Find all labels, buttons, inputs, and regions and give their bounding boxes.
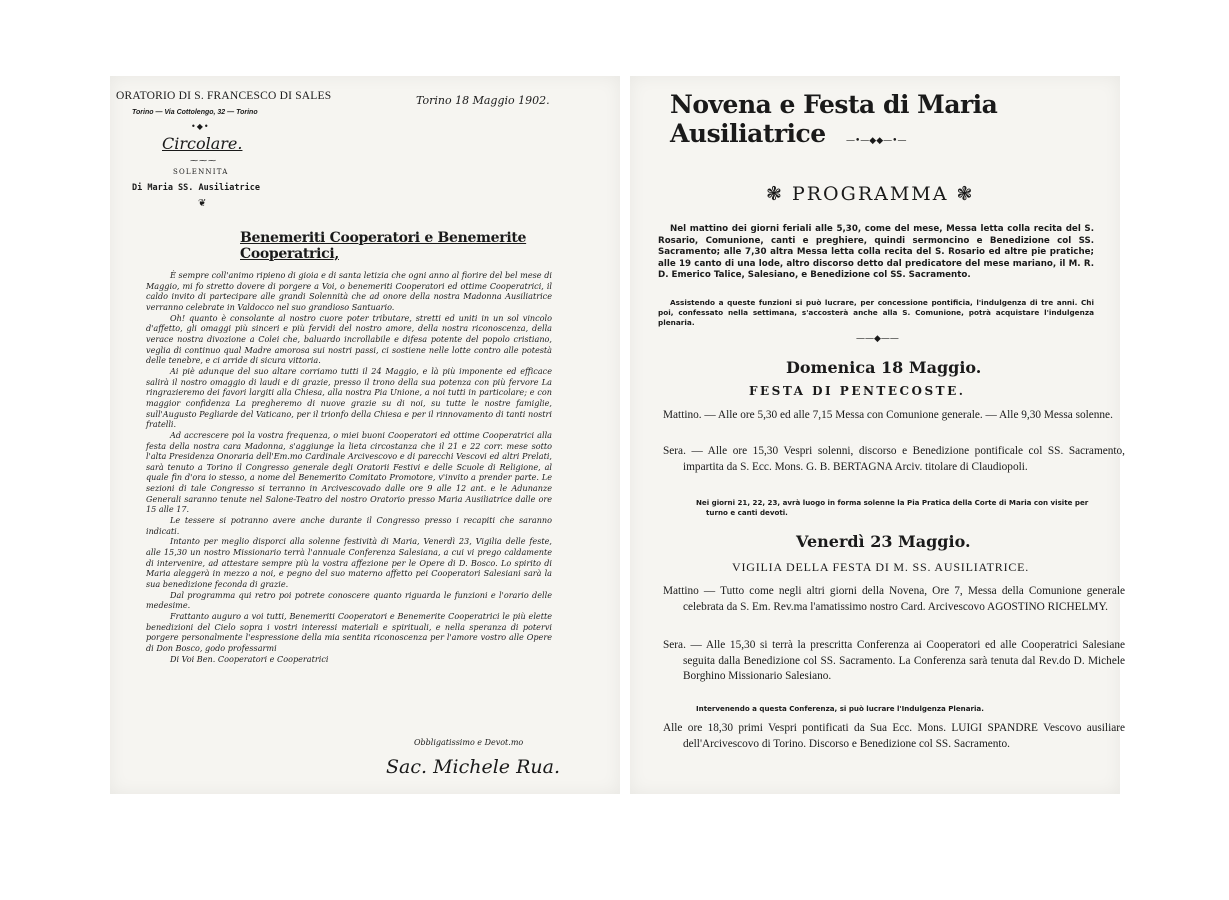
ornament-divider: —•—◆◆—•— <box>846 136 907 146</box>
pentecoste-heading: FESTA DI PENTECOSTE. <box>749 384 966 398</box>
letter-paragraph: Dal programma qui retro poi potrete conoscere quanto riguarda le funzioni e l'orario delle medesime. <box>146 589 552 611</box>
indulgence-note: Assistendo a queste funzioni si può lucrare, per concessione pontificia, l'indulgenza di tre anni. Chi poi, confessato nella settimana, s'accosterà anche alla S. Comunione, potrà acquistare l'indulgenza plenaria. <box>658 298 1094 327</box>
programme-intro: Nel mattino dei giorni feriali alle 5,30, come del mese, Messa letta colla recita del S. Rosario, Comunione, canti e preghiere, quindi sermoncino e Benedizione col SS. Sacramento; alle 7,30 altra Messa letta colla recita del S. Rosario ed altre pie pratiche; alle 19 canto di una lode, altro discorso detto dal predicatore del mese mariano, il M. R. D. Emerico Talice, Salesiano, e Benedizione col SS. Sacramento. <box>658 224 1094 281</box>
programma-heading: ❃ PROGRAMMA ❃ <box>766 183 975 205</box>
letter-closing: Di Voi Ben. Cooperatori e Cooperatrici <box>170 653 329 664</box>
obbligatissimo-line: Obbligatissimo e Devot.mo <box>414 738 524 747</box>
vigilia-heading: VIGILIA DELLA FESTA DI M. SS. AUSILIATRICE. <box>732 560 1030 574</box>
letter-paragraph: Le tessere si potranno avere anche durante il Congresso presso i recapiti che saranno indicati. <box>146 515 552 536</box>
letter-paragraph: Frattanto auguro a voi tutti, Benemeriti Cooperatori e Benemerite Cooperatrici le più elette benedizioni del Cielo sopra i vostri interessi materiali e spirituali, e nella speranza di potervi porgere personalmente l'espressione della mia sentita riconoscenza per l'amore vostro alle Opere di Don Bosco, godo professarmi <box>146 611 552 653</box>
letter-paragraph: Ai piè adunque del suo altare corriamo tutti il 24 Maggio, e là più imponente ed efficace salirà il nostro omaggio di laudi e di grazie, presso il trono della sua potenza con più fervore La ringrazieremo dei favori largiti alla Chiesa, alla nostra Pia Unione, a noi tutti in particolare; e con maggior confidenza La pregheremo di nuove grazie su di noi, su tutte le nostre famiglie, sull'Augusto Pegliarde del Vaticano, per il trionfo della Chiesa e per il rinnovamento di tanti nostri fratelli. <box>146 365 552 430</box>
novena-title: Novena e Festa di Maria Ausiliatrice <box>670 90 998 148</box>
letter-paragraph: Ad accrescere poi la vostra frequenza, o miei buoni Cooperatori ed ottime Cooperatrici alla festa della nostra cara Madonna, s'aggiunge la lieta circostanza che il 21 e 22 corr. mese sotto l'alta Presidenza Onoraria dell'Em.mo Cardinale Arcivescovo e di parecchi Vescovi ed altri Prelati, sarà tenuto a Torino il Congresso generale degli Oratorii Festivi e delle Scuole di Religione, al quale fin d'ora io stesso, a nome del Benemerito Comitato Promotore, v'invito a prender parte. Le sezioni di tale Congresso si terranno in Arcivescovado dalle ore 9 alle 12 ant. e le Adunanze Generali saranno tenute nel Salone-Teatro del nostro Oratorio presso Maria Ausiliatrice dalle ore 15 alle 17. <box>146 429 552 515</box>
venerdi-heading: Venerdì 23 Maggio. <box>796 532 971 551</box>
ornament-dots: •◆• <box>191 122 210 131</box>
letter-date: Torino 18 Maggio 1902. <box>416 94 550 107</box>
letter-paragraph: Intanto per meglio disporci alla solenne festività di Maria, Venerdì 23, Vigilia delle feste, alle 15,30 un nostro Missionario terrà l'annuale Conferenza Salesiana, a cui vi prego caldamente di intervenire, ad attestare sempre più la vostra affezione per le Opere di D. Bosco. Lo spirito di Maria aleggerà in mezzo a noi, e pegno del suo materno affetto pei Cooperatori Salesiani sarà la sua benedizione feconda di grazie. <box>146 536 552 590</box>
signature: Sac. Michele Rua. <box>386 756 560 778</box>
domenica-mattino: Mattino. — Alle ore 5,30 ed alle 7,15 Messa con Comunione generale. — Alle 9,30 Messa solenne. <box>663 409 1113 421</box>
right-page-programme <box>630 76 1125 794</box>
ornament-wave: ⁓⁓⁓ <box>190 156 217 165</box>
greeting-heading: Benemeriti Cooperatori e Benemerite Cooperatrici, <box>240 230 527 262</box>
domenica-heading: Domenica 18 Maggio. <box>786 358 982 377</box>
venerdi-sera: Sera. — Alle 15,30 si terrà la prescritta Conferenza ai Cooperatori ed alle Cooperatrici Salesiane seguita dalla Benedizione col SS. Sacramento. La Conferenza sarà tenuta dal Rev.do D. Michele Borghino Missionario Salesiano. <box>663 639 1125 682</box>
venerdi-vespri: Alle ore 18,30 primi Vespri pontificati da Sua Ecc. Mons. LUIGI SPANDRE Vescovo ausiliare dell'Arcivescovo di Torino. Discorso e Benedizione col SS. Sacramento. <box>663 722 1125 750</box>
flower-ornament-icon: ❃ <box>766 183 792 205</box>
maria-ausiliatrice-label: Di Maria SS. Ausiliatrice <box>132 183 260 193</box>
circolare-heading: Circolare. <box>162 134 243 153</box>
solennita-label: SOLENNITA <box>173 168 229 176</box>
ornament-flourish: ❦ <box>198 198 208 209</box>
flower-ornament-icon: ❃ <box>948 183 975 205</box>
domenica-sera: Sera. — Alle ore 15,30 Vespri solenni, discorso e Benedizione pontificale col SS. Sacramento, impartita da S. Ecc. Mons. G. B. BERTAGNA Arciv. titolare di Claudiopoli. <box>663 445 1125 473</box>
oratorio-header: ORATORIO DI S. FRANCESCO DI SALES <box>116 90 332 102</box>
ornament-divider: ——◆—— <box>856 334 899 344</box>
letter-body <box>146 270 552 664</box>
letter-paragraph: Oh! quanto è consolante al nostro cuore poter tributare, stretti ed uniti in un sol vincolo d'affetto, gli omaggi più sinceri e più fervidi del nostro amore, della nostra riconoscenza, della verace nostra divozione a Colei che, baluardo incrollabile e difesa potente del popolo cristiano, veglia di continuo qual Madre amorosa sui nostri passi, ci sostiene nelle lotte contro alle potestà delle tenebre, e ci arride di sicura vittoria. <box>146 312 552 366</box>
venerdi-note: Intervenendo a questa Conferenza, si può lucrare l'Indulgenza Plenaria. <box>696 704 984 713</box>
oratorio-address: Torino — Via Cottolengo, 32 — Torino <box>132 109 258 116</box>
venerdi-mattino: Mattino — Tutto come negli altri giorni della Novena, Ore 7, Messa della Comunione generale celebrata da S. Em. Rev.ma l'amatissimo nostro Card. Arcivescovo AGOSTINO RICHELMY. <box>663 585 1125 613</box>
domenica-note: Nei giorni 21, 22, 23, avrà luogo in forma solenne la Pia Pratica della Corte di Maria con visite per turno e canti devoti. <box>696 498 1089 517</box>
left-page-circular <box>110 76 620 794</box>
letter-paragraph: È sempre coll'animo ripieno di gioia e di santa letizia che ogni anno al fiorire del bel mese di Maggio, mi fo stretto dovere di porgere a Voi, o benemeriti Cooperatori ed ottime Cooperatrici, il caldo invito di partecipare alle grandi Solennità che ad onore della nostra Madonna Ausiliatrice verranno celebrate in Valdocco nel suo grandioso Santuario. <box>146 270 552 312</box>
